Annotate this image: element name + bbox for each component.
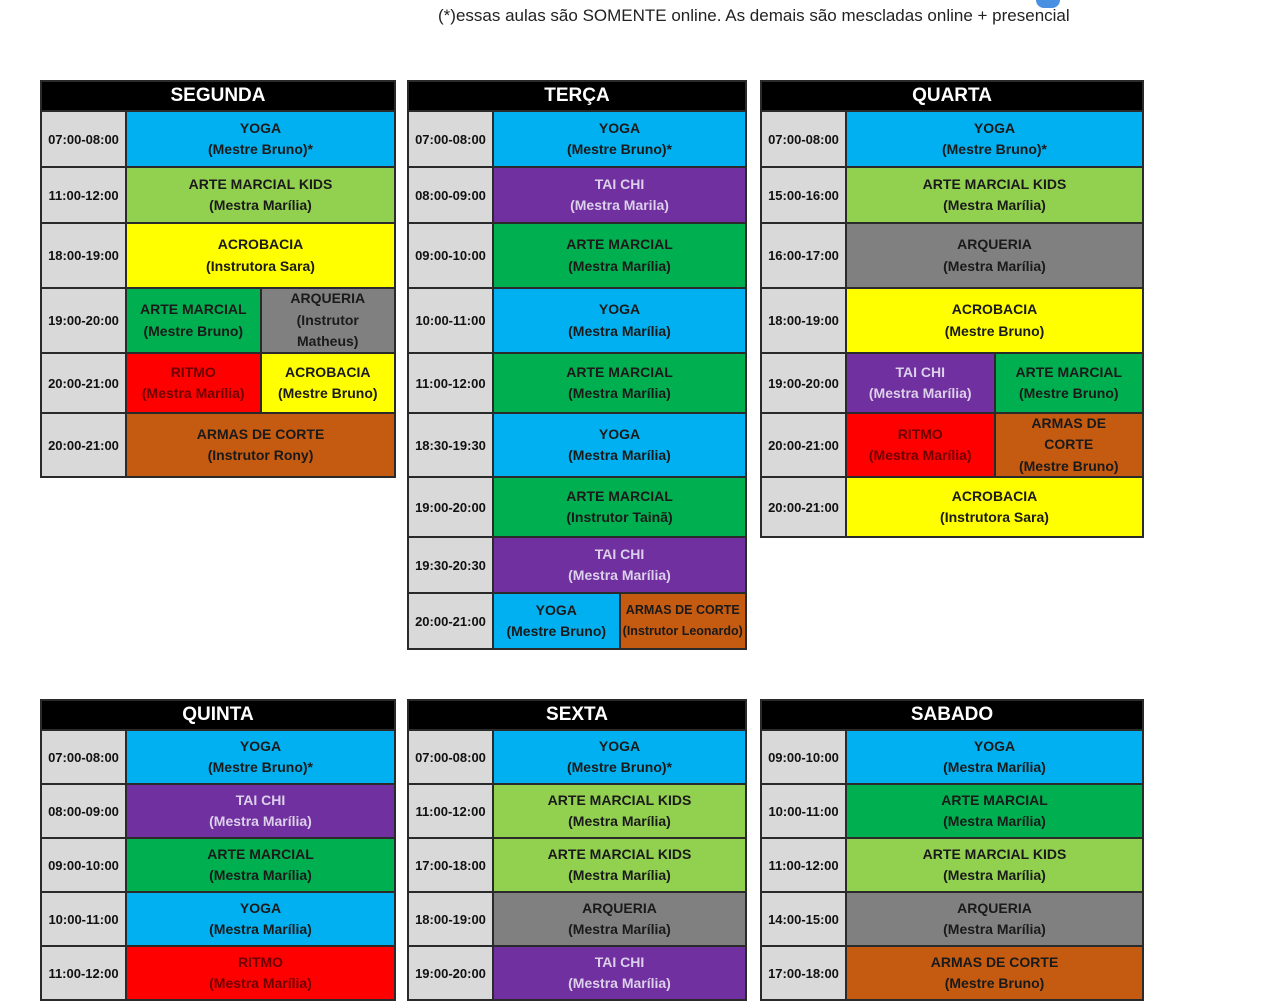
schedule-row: [409, 222, 745, 287]
class-instructor: (Mestre Bruno): [1018, 457, 1119, 474]
class-cell: [494, 947, 745, 999]
schedule-row: [762, 837, 1142, 891]
schedule-row: [409, 110, 745, 166]
class-instructor: (Mestra Marília): [568, 257, 671, 274]
class-instructor: (Mestra Marília): [568, 867, 671, 883]
schedule-row: [762, 287, 1142, 352]
class-cells: [494, 224, 745, 287]
class-cell: [494, 893, 745, 945]
class-cells: [494, 947, 745, 999]
schedule-row: [762, 729, 1142, 783]
class-instructor: (Mestra Marília): [209, 975, 312, 991]
class-instructor: (Instrutor: [296, 311, 359, 328]
class-cell: [494, 478, 745, 536]
class-instructor: (Mestra Marília): [141, 385, 245, 401]
class-name: ARQUERIA: [290, 290, 366, 307]
class-name: YOGA: [973, 737, 1016, 754]
class-cell: [847, 785, 1142, 837]
day-table-terca: [407, 80, 747, 650]
class-cell: [127, 168, 394, 222]
class-name: ARQUERIA: [957, 236, 1032, 252]
schedule-row: [42, 837, 394, 891]
class-cell: [494, 168, 745, 222]
time-slot: 07:00-08:00: [409, 112, 494, 166]
class-cell: [127, 947, 394, 999]
class-instructor: (Mestre Bruno): [506, 623, 607, 639]
class-name: ARTE MARCIAL KIDS: [922, 175, 1067, 192]
class-name: RITMO: [897, 425, 943, 442]
class-instructor: (Mestra Marília): [943, 257, 1046, 274]
class-name: TAI CHI: [235, 791, 286, 808]
class-instructor: (Mestra Marília): [568, 813, 671, 829]
time-slot: 18:00-19:00: [409, 893, 494, 945]
class-instructor: (Mestre Bruno)*: [941, 141, 1047, 157]
class-cells: [127, 354, 394, 412]
class-cells: [847, 893, 1142, 945]
class-instructor: (Mestra Marília): [868, 447, 972, 463]
class-cell: [847, 414, 994, 476]
class-instructor: (Mestre Bruno): [143, 322, 244, 339]
class-cells: [494, 785, 745, 837]
schedule-row: [762, 783, 1142, 837]
schedule-row: [42, 287, 394, 352]
schedule-row: [762, 110, 1142, 166]
schedule-row: [42, 352, 394, 412]
class-cells: [494, 414, 745, 476]
schedule-row: [42, 110, 394, 166]
class-name: ARMAS DE: [1031, 414, 1107, 431]
class-cell: [847, 224, 1142, 287]
time-slot: 19:00-20:00: [762, 354, 847, 412]
class-instructor: (Mestre Bruno)*: [207, 141, 313, 157]
class-cells: [127, 289, 394, 352]
class-name: YOGA: [598, 737, 641, 754]
schedule-row: [409, 166, 745, 222]
class-name: ARTE MARCIAL KIDS: [188, 175, 333, 192]
class-cells: [847, 478, 1142, 536]
class-cell: [494, 594, 619, 648]
time-slot: 11:00-12:00: [42, 168, 127, 222]
time-slot: 18:00-19:00: [762, 289, 847, 352]
time-slot: 15:00-16:00: [762, 168, 847, 222]
class-cell: [994, 414, 1143, 476]
schedule-row: [762, 222, 1142, 287]
class-cells: [494, 289, 745, 352]
class-name: ARTE MARCIAL: [1015, 363, 1123, 380]
class-cell: [260, 289, 395, 352]
class-name: ARMAS DE CORTE: [196, 425, 325, 442]
class-instructor: (Mestra Marília): [943, 867, 1046, 883]
time-slot: 10:00-11:00: [409, 289, 494, 352]
class-name: YOGA: [239, 737, 282, 754]
schedule-row: [762, 891, 1142, 945]
class-cells: [847, 354, 1142, 412]
class-name: YOGA: [598, 425, 641, 442]
schedule-row: [762, 352, 1142, 412]
class-cell: [127, 893, 394, 945]
class-instructor: CORTE: [1044, 436, 1094, 453]
day-table-segunda: [40, 80, 396, 478]
day-table-sabado: [760, 699, 1144, 1001]
time-slot: 20:00-21:00: [42, 354, 127, 412]
class-cell: [847, 168, 1142, 222]
schedule-row: [409, 837, 745, 891]
class-cells: [494, 538, 745, 592]
schedule-row: [42, 222, 394, 287]
class-cell: [494, 785, 745, 837]
class-cell: [847, 947, 1142, 999]
time-slot: 09:00-10:00: [409, 224, 494, 287]
class-cell: [847, 839, 1142, 891]
class-name: ACROBACIA: [217, 236, 304, 252]
class-instructor: (Mestra Marília): [868, 385, 972, 401]
class-name: YOGA: [598, 301, 641, 317]
class-name: ACROBACIA: [951, 301, 1038, 317]
time-slot: 19:00-20:00: [409, 947, 494, 999]
class-instructor: (Instrutora Sara): [206, 257, 315, 274]
time-slot: 19:00-20:00: [409, 478, 494, 536]
time-slot: 07:00-08:00: [762, 112, 847, 166]
time-slot: 17:00-18:00: [762, 947, 847, 999]
class-cell: [127, 289, 260, 352]
class-cells: [847, 785, 1142, 837]
class-instructor: (Mestre Bruno)*: [566, 759, 672, 775]
schedule-row: [409, 592, 745, 648]
class-cells: [494, 731, 745, 783]
class-name: YOGA: [239, 899, 282, 916]
class-instructor: (Instrutor Tainã): [566, 509, 673, 525]
class-cells: [127, 224, 394, 287]
class-name: YOGA: [598, 119, 641, 136]
class-cell: [494, 224, 745, 287]
class-name: TAI CHI: [594, 175, 645, 192]
time-slot: 19:30-20:30: [409, 538, 494, 592]
class-name: ARTE MARCIAL: [566, 236, 673, 252]
class-instructor: (Mestre Bruno)*: [207, 759, 313, 775]
class-cell: [494, 839, 745, 891]
class-instructor: (Mestra Marília): [943, 813, 1046, 829]
class-cells: [847, 414, 1142, 476]
schedule-row: [42, 729, 394, 783]
schedule-row: [42, 412, 394, 476]
class-cell: [847, 893, 1142, 945]
schedule-row: [409, 945, 745, 999]
day-header: SEXTA: [409, 701, 745, 729]
class-instructor: (Mestra Marília): [209, 197, 312, 213]
class-name: YOGA: [973, 119, 1016, 136]
class-cells: [127, 839, 394, 891]
class-cells: [494, 478, 745, 536]
schedule-row: [409, 783, 745, 837]
class-name: RITMO: [237, 953, 284, 970]
class-instructor: (Mestra Marila): [570, 197, 669, 213]
class-cell: [494, 289, 745, 352]
class-instructor: (Instrutora Sara): [940, 509, 1049, 525]
class-cells: [494, 893, 745, 945]
day-table-sexta: [407, 699, 747, 1001]
class-cells: [127, 947, 394, 999]
class-cells: [847, 731, 1142, 783]
class-cell: [127, 354, 260, 412]
class-cell: [494, 731, 745, 783]
class-name: ARMAS DE CORTE: [930, 953, 1059, 970]
class-name: TAI CHI: [594, 545, 645, 562]
day-header: SEGUNDA: [42, 82, 394, 110]
class-instructor: (Mestra Marília): [209, 921, 312, 937]
schedule-row: [409, 352, 745, 412]
class-cell: [127, 839, 394, 891]
class-name: TAI CHI: [594, 953, 645, 970]
schedule-row: [42, 166, 394, 222]
class-name: ARQUERIA: [582, 899, 657, 916]
time-slot: 10:00-11:00: [762, 785, 847, 837]
schedule-row: [409, 729, 745, 783]
class-cell: [619, 594, 746, 648]
time-slot: 18:00-19:00: [42, 224, 127, 287]
class-cell: [260, 354, 395, 412]
time-slot: 10:00-11:00: [42, 893, 127, 945]
class-cell: [847, 731, 1142, 783]
class-name: ARTE MARCIAL KIDS: [922, 845, 1067, 862]
class-name: ARTE MARCIAL KIDS: [547, 845, 692, 862]
class-name: ARTE MARCIAL: [941, 791, 1048, 808]
day-header: QUARTA: [762, 82, 1142, 110]
day-header: TERÇA: [409, 82, 745, 110]
class-instructor: (Mestre Bruno): [944, 322, 1045, 339]
class-instructor: (Mestre Bruno): [277, 385, 378, 401]
class-cell: [127, 785, 394, 837]
schedule-row: [762, 412, 1142, 476]
class-cells: [494, 839, 745, 891]
class-instructor: Matheus): [297, 333, 359, 350]
day-table-quinta: [40, 699, 396, 1001]
schedule-row: [42, 783, 394, 837]
online-note: (*)essas aulas são SOMENTE online. As demais são mescladas online + presencial: [438, 6, 1070, 25]
class-cells: [127, 414, 394, 476]
time-slot: 18:30-19:30: [409, 414, 494, 476]
day-header: QUINTA: [42, 701, 394, 729]
time-slot: 11:00-12:00: [409, 785, 494, 837]
class-name: TAI CHI: [895, 363, 945, 380]
schedule-row: [42, 945, 394, 999]
time-slot: 11:00-12:00: [409, 354, 494, 412]
time-slot: 17:00-18:00: [409, 839, 494, 891]
schedule-row: [762, 476, 1142, 536]
time-slot: 07:00-08:00: [42, 112, 127, 166]
time-slot: 16:00-17:00: [762, 224, 847, 287]
class-instructor: (Mestre Bruno): [1018, 385, 1119, 401]
class-instructor: (Mestra Marília): [568, 447, 671, 463]
class-name: ARTE MARCIAL: [139, 301, 247, 317]
class-name: ARTE MARCIAL: [566, 487, 673, 504]
time-slot: 08:00-09:00: [409, 168, 494, 222]
class-instructor: (Mestra Marília): [209, 867, 312, 883]
time-slot: 07:00-08:00: [409, 731, 494, 783]
class-instructor: (Mestre Bruno): [944, 975, 1045, 991]
class-cell: [494, 538, 745, 592]
class-name: ARTE MARCIAL: [566, 363, 673, 380]
class-name: ARTE MARCIAL: [207, 845, 314, 862]
class-cell: [494, 414, 745, 476]
class-instructor: (Mestra Marília): [568, 567, 671, 583]
class-cell: [494, 112, 745, 166]
class-instructor: (Instrutor Leonardo): [622, 624, 743, 638]
time-slot: 11:00-12:00: [42, 947, 127, 999]
schedule-row: [762, 945, 1142, 999]
class-cell: [847, 354, 994, 412]
class-cells: [847, 112, 1142, 166]
class-instructor: (Mestra Marília): [943, 921, 1046, 937]
schedule-row: [762, 166, 1142, 222]
class-name: ARQUERIA: [957, 899, 1032, 916]
schedule-row: [409, 891, 745, 945]
class-cells: [127, 731, 394, 783]
class-instructor: (Mestra Marília): [943, 197, 1046, 213]
class-name: YOGA: [535, 601, 577, 618]
time-slot: 08:00-09:00: [42, 785, 127, 837]
class-cell: [494, 354, 745, 412]
class-instructor: (Mestra Marília): [943, 759, 1046, 775]
class-cells: [494, 354, 745, 412]
time-slot: 20:00-21:00: [762, 414, 847, 476]
day-header: SABADO: [762, 701, 1142, 729]
class-cells: [847, 289, 1142, 352]
class-cells: [847, 168, 1142, 222]
schedule-row: [409, 412, 745, 476]
schedule-row: [409, 536, 745, 592]
class-instructor: (Mestra Marília): [568, 921, 671, 937]
class-cell: [994, 354, 1143, 412]
time-slot: 20:00-21:00: [409, 594, 494, 648]
time-slot: 07:00-08:00: [42, 731, 127, 783]
time-slot: 20:00-21:00: [762, 478, 847, 536]
class-cell: [847, 478, 1142, 536]
class-cells: [494, 168, 745, 222]
schedule-row: [409, 287, 745, 352]
day-table-quarta: [760, 80, 1144, 538]
class-cells: [127, 785, 394, 837]
class-cells: [127, 893, 394, 945]
time-slot: 19:00-20:00: [42, 289, 127, 352]
time-slot: 14:00-15:00: [762, 893, 847, 945]
class-cells: [494, 594, 745, 648]
class-name: ACROBACIA: [951, 487, 1038, 504]
class-instructor: (Instrutor Rony): [207, 447, 314, 463]
class-cell: [127, 112, 394, 166]
schedule-row: [409, 476, 745, 536]
class-cell: [127, 224, 394, 287]
class-cells: [127, 168, 394, 222]
class-instructor: (Mestra Marília): [568, 975, 671, 991]
class-cells: [847, 947, 1142, 999]
class-name: ACROBACIA: [284, 363, 371, 380]
class-cells: [847, 839, 1142, 891]
class-cell: [847, 112, 1142, 166]
class-cells: [847, 224, 1142, 287]
class-cell: [127, 731, 394, 783]
class-name: ARMAS DE CORTE: [625, 602, 740, 617]
class-name: ARTE MARCIAL KIDS: [547, 791, 692, 808]
schedule-row: [42, 891, 394, 945]
class-instructor: (Mestra Marília): [568, 322, 671, 339]
time-slot: 09:00-10:00: [762, 731, 847, 783]
class-cells: [127, 112, 394, 166]
class-cell: [127, 414, 394, 476]
time-slot: 20:00-21:00: [42, 414, 127, 476]
class-instructor: (Mestra Marília): [568, 385, 671, 401]
class-instructor: (Mestra Marília): [209, 813, 312, 829]
time-slot: 09:00-10:00: [42, 839, 127, 891]
class-name: YOGA: [239, 119, 282, 136]
class-cells: [494, 112, 745, 166]
class-name: RITMO: [170, 363, 216, 380]
class-cell: [847, 289, 1142, 352]
time-slot: 11:00-12:00: [762, 839, 847, 891]
class-instructor: (Mestre Bruno)*: [566, 141, 672, 157]
